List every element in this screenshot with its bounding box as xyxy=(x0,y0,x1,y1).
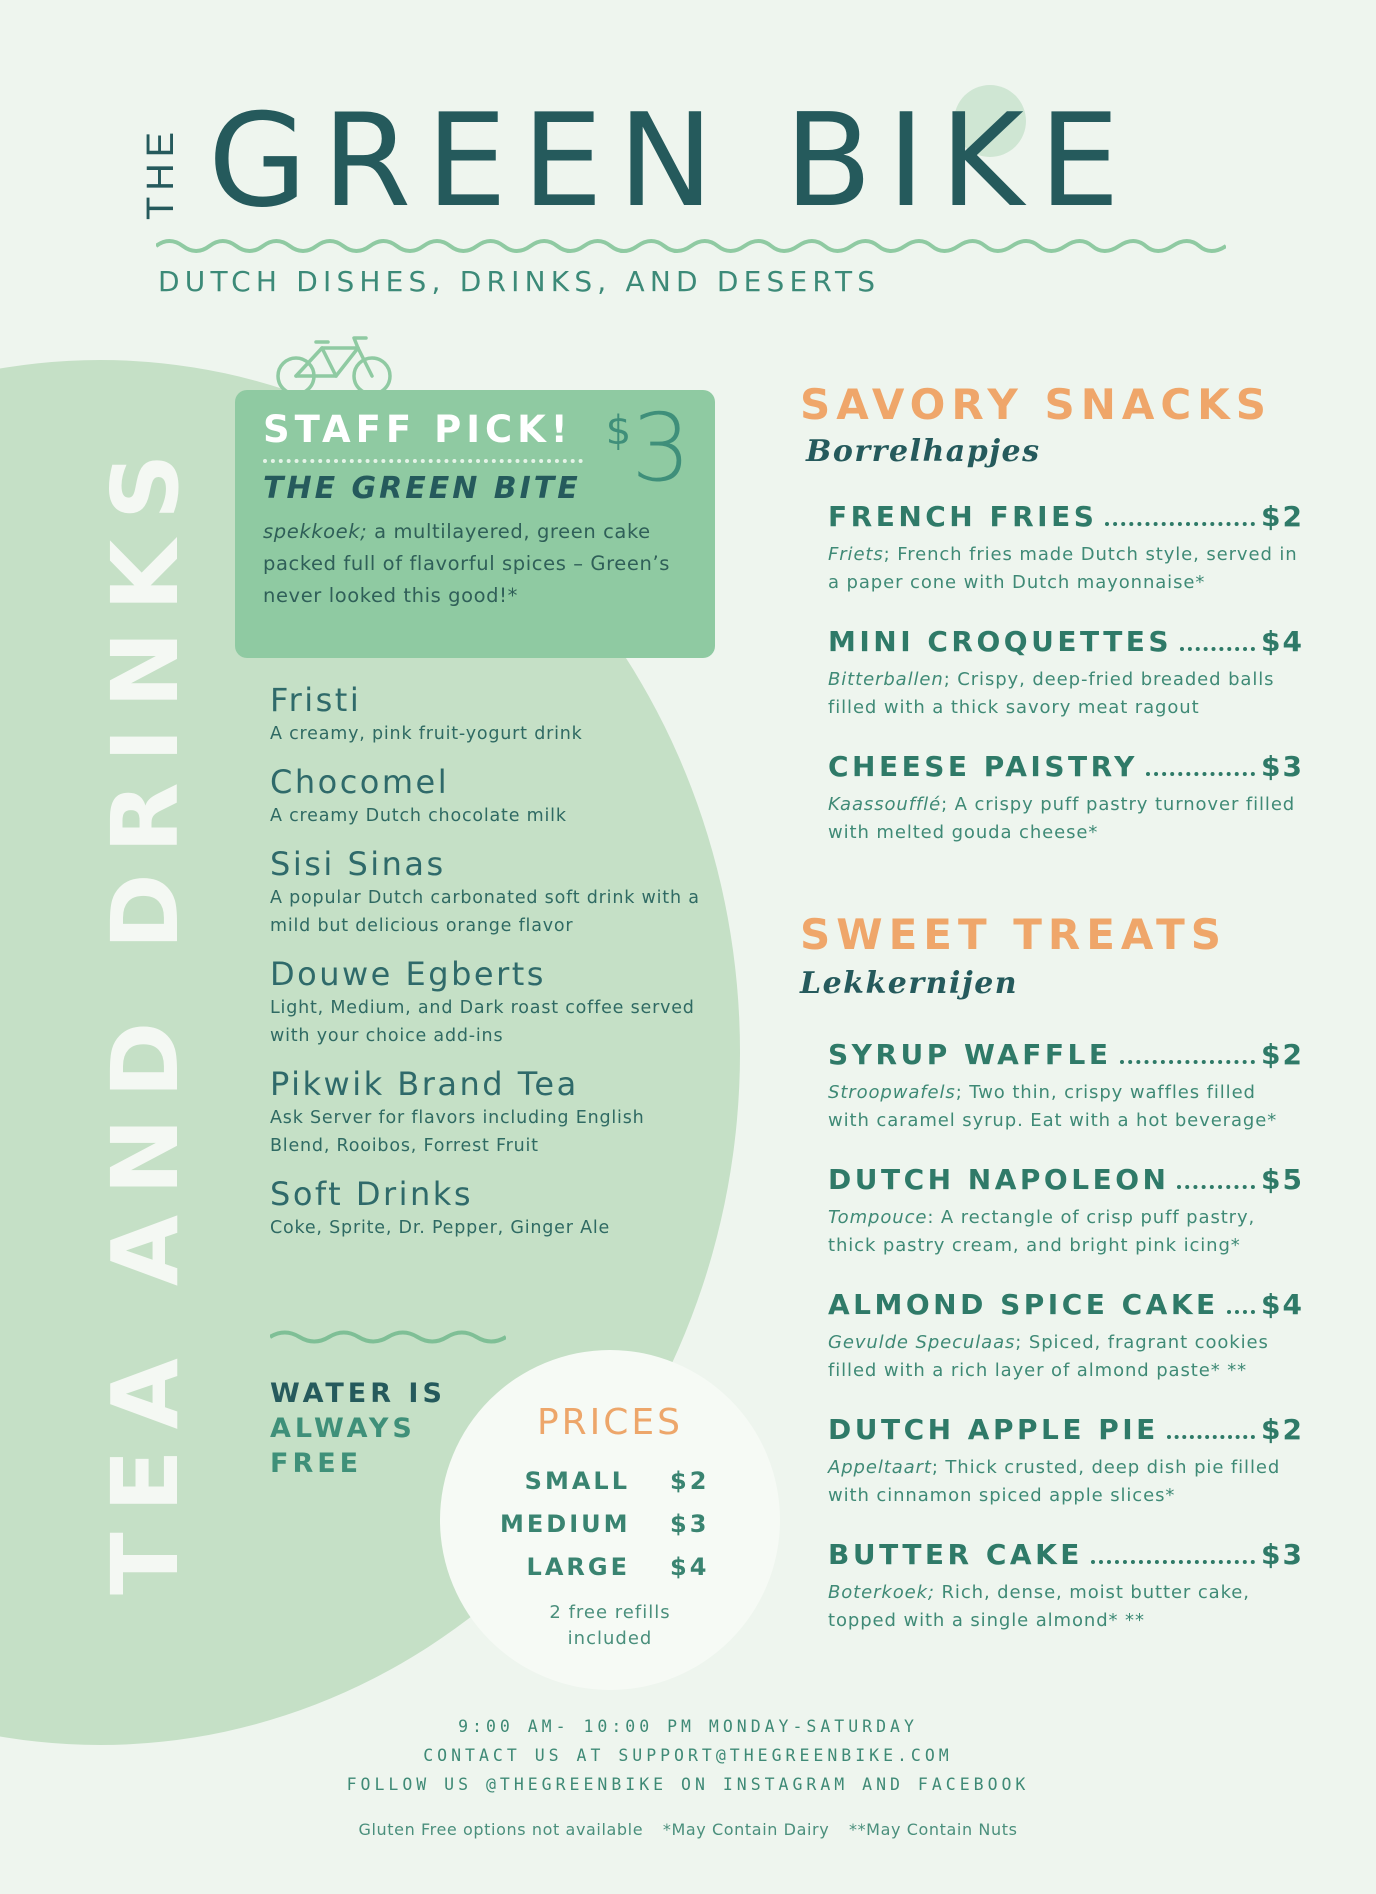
menu-item-description xyxy=(828,791,1304,847)
menu-item-price: $4 xyxy=(1261,625,1304,658)
wave-divider-icon xyxy=(270,1328,506,1346)
menu-item-name: CHEESE PAISTRY xyxy=(828,750,1138,783)
drink-description: Coke, Sprite, Dr. Pepper, Ginger Ale xyxy=(270,1218,611,1238)
menu-item-price: $3 xyxy=(1261,1538,1304,1571)
menu-item xyxy=(828,1538,1304,1635)
drink-name: Sisi Sinas xyxy=(270,845,446,883)
staff-pick-price-symbol: $ xyxy=(605,408,632,454)
menu-item-dutch-name: Tompouce xyxy=(828,1207,928,1228)
menu-item-description xyxy=(828,1454,1304,1510)
menu-item-desc-text: ; Two thin, crispy waffles filled with caramel syrup. Eat with a hot beverage* xyxy=(828,1082,1278,1131)
drink-description: Light, Medium, and Dark roast coffee served with your choice add-ins xyxy=(270,998,695,1046)
wave-divider-icon xyxy=(156,236,1226,256)
staff-pick-desc-text: a multilayered, green cake packed full of flavorful spices – Green’s never looked this good!* xyxy=(263,519,671,607)
menu-item-dutch-name: Boterkoek; xyxy=(828,1582,935,1603)
tea-and-drinks-title: TEA AND DRINKS xyxy=(92,433,199,1595)
refills-note: 2 free refills included xyxy=(549,1602,671,1649)
drink-name: Pikwik Brand Tea xyxy=(270,1065,579,1103)
menu-item-description xyxy=(828,1204,1304,1260)
menu-item-name: BUTTER CAKE xyxy=(828,1538,1083,1571)
drink-description: A popular Dutch carbonated soft drink with a mild but delicious orange flavor xyxy=(270,888,700,936)
menu-item-price: $2 xyxy=(1261,1413,1304,1446)
prices-title: PRICES xyxy=(536,1402,684,1443)
price-size: MEDIUM xyxy=(500,1509,631,1538)
drink-name: Chocomel xyxy=(270,763,450,801)
nuts-note: **May Contain Nuts xyxy=(848,1820,1018,1839)
list-item xyxy=(270,954,710,1050)
menu-item xyxy=(828,1413,1304,1510)
menu-item-desc-text: ; Crispy, deep-fried breaded balls filled with a thick savory meat ragout xyxy=(828,669,1275,718)
dotted-leader xyxy=(1146,772,1255,776)
menu-item-description xyxy=(828,541,1304,597)
drink-description: Ask Server for flavors including English Blend, Rooibos, Forrest Fruit xyxy=(270,1108,645,1156)
menu-item-description xyxy=(828,1329,1304,1385)
menu-item xyxy=(828,1038,1304,1135)
menu-item-name: DUTCH NAPOLEON xyxy=(828,1163,1170,1196)
dotted-leader xyxy=(1105,522,1255,526)
menu-item-head xyxy=(828,1038,1304,1071)
savory-snacks-subtitle: Borrelhapjes xyxy=(806,434,1041,469)
list-item xyxy=(270,680,710,748)
staff-pick-price xyxy=(605,394,691,503)
menu-item-name: DUTCH APPLE PIE xyxy=(828,1413,1159,1446)
menu-item-head xyxy=(828,625,1304,658)
menu-item-head xyxy=(828,1413,1304,1446)
price-amount: $3 xyxy=(670,1509,710,1538)
staff-pick-card xyxy=(235,390,715,658)
contact-line: CONTACT US AT SUPPORT@THEGREENBIKE.COM xyxy=(423,1746,953,1765)
water-note xyxy=(270,1376,446,1481)
list-item xyxy=(270,844,710,940)
menu-item-price: $2 xyxy=(1261,1038,1304,1071)
tagline: DUTCH DISHES, DRINKS, AND DESERTS xyxy=(158,265,881,298)
dotted-leader xyxy=(1180,647,1255,651)
savory-items xyxy=(828,500,1304,875)
drink-name: Fristi xyxy=(270,681,362,719)
menu-item-desc-text: Rich, dense, moist butter cake, topped with a single almond* ** xyxy=(828,1582,1250,1631)
drinks-list xyxy=(270,680,710,1256)
menu-item-description xyxy=(828,666,1304,722)
dotted-leader xyxy=(1091,1560,1255,1564)
menu-item-price: $5 xyxy=(1261,1163,1304,1196)
water-line-3: FREE xyxy=(270,1448,363,1479)
menu-item-desc-text: : A rectangle of crisp puff pastry, thick pastry cream, and bright pink icing* xyxy=(828,1207,1256,1256)
water-line-2: ALWAYS xyxy=(270,1413,416,1444)
price-row xyxy=(440,1502,780,1545)
menu-item-name: ALMOND SPICE CAKE xyxy=(828,1288,1219,1321)
menu-item-name: FRENCH FRIES xyxy=(828,500,1098,533)
staff-pick-divider xyxy=(263,459,583,463)
footer xyxy=(0,1712,1376,1799)
menu-item-price: $4 xyxy=(1261,1288,1304,1321)
menu-item-desc-text: ; A crispy puff pastry turnover filled with melted gouda cheese* xyxy=(828,794,1296,843)
menu-item-head xyxy=(828,1163,1304,1196)
menu-item xyxy=(828,750,1304,847)
menu-item xyxy=(828,625,1304,722)
staff-pick-name: THE GREEN BITE xyxy=(263,470,581,506)
price-amount: $2 xyxy=(670,1466,710,1495)
dairy-note: *May Contain Dairy xyxy=(662,1820,830,1839)
sweet-treats-title: SWEET TREATS xyxy=(800,910,1228,959)
drink-name: Douwe Egberts xyxy=(270,955,546,993)
menu-item-desc-text: ; Thick crusted, deep dish pie filled with cinnamon spiced apple slices* xyxy=(828,1457,1281,1506)
social-line: FOLLOW US @THEGREENBIKE ON INSTAGRAM AND FACEBOOK xyxy=(346,1775,1030,1794)
bicycle-icon xyxy=(270,334,398,396)
dotted-leader xyxy=(1167,1435,1255,1439)
list-item xyxy=(270,762,710,830)
opening-hours: 9:00 AM- 10:00 PM MONDAY-SATURDAY xyxy=(458,1717,918,1736)
staff-pick-description xyxy=(263,516,687,612)
menu-item-dutch-name: Bitterballen xyxy=(828,669,944,690)
price-row xyxy=(440,1459,780,1502)
price-size: LARGE xyxy=(526,1552,630,1581)
menu-item xyxy=(828,500,1304,597)
menu-item-desc-text: ; Spiced, fragrant cookies filled with a rich layer of almond paste* ** xyxy=(828,1332,1269,1381)
menu-item-dutch-name: Gevulde Speculaas xyxy=(828,1332,1016,1353)
sweet-items xyxy=(828,1038,1304,1663)
staff-pick-dutch-name: spekkoek; xyxy=(263,519,368,543)
staff-pick-label: STAFF PICK! xyxy=(263,408,573,451)
brand-the: THE xyxy=(140,126,182,220)
dotted-leader xyxy=(1177,1185,1255,1189)
drink-description: A creamy Dutch chocolate milk xyxy=(270,806,567,826)
list-item xyxy=(270,1064,710,1160)
menu-item-dutch-name: Appeltaart xyxy=(828,1457,932,1478)
menu-item xyxy=(828,1288,1304,1385)
menu-item-price: $2 xyxy=(1261,500,1304,533)
menu-item-dutch-name: Friets xyxy=(828,544,884,565)
price-amount: $4 xyxy=(670,1552,710,1581)
sweet-treats-subtitle: Lekkernijen xyxy=(800,966,1019,1001)
price-row xyxy=(440,1545,780,1588)
water-line-1: WATER IS xyxy=(270,1378,446,1409)
menu-item-name: SYRUP WAFFLE xyxy=(828,1038,1112,1071)
menu-item xyxy=(828,1163,1304,1260)
menu-item-head xyxy=(828,1538,1304,1571)
menu-item-head xyxy=(828,1288,1304,1321)
menu-item-dutch-name: Kaassoufflé xyxy=(828,794,942,815)
drink-description: A creamy, pink fruit-yogurt drink xyxy=(270,724,583,744)
brand-name: GREEN BIKE xyxy=(208,87,1135,236)
dotted-leader xyxy=(1120,1060,1256,1064)
menu-item-description xyxy=(828,1079,1304,1135)
price-size: SMALL xyxy=(524,1466,630,1495)
prices-circle xyxy=(440,1350,780,1690)
staff-pick-price-value: 3 xyxy=(631,394,691,503)
menu-item-description xyxy=(828,1579,1304,1635)
savory-snacks-title: SAVORY SNACKS xyxy=(800,380,1272,429)
drink-name: Soft Drinks xyxy=(270,1175,473,1213)
menu-item-dutch-name: Stroopwafels xyxy=(828,1082,956,1103)
price-rows xyxy=(440,1459,780,1588)
menu-item-price: $3 xyxy=(1261,750,1304,783)
menu-item-head xyxy=(828,750,1304,783)
menu-item-desc-text: ; French fries made Dutch style, served in a paper cone with Dutch mayonnaise* xyxy=(828,544,1298,593)
gluten-note: Gluten Free options not available xyxy=(358,1820,644,1839)
dotted-leader xyxy=(1227,1310,1255,1314)
menu-item-name: MINI CROQUETTES xyxy=(828,625,1173,658)
menu-item-head xyxy=(828,500,1304,533)
list-item xyxy=(270,1174,710,1242)
allergen-notes xyxy=(0,1820,1376,1839)
